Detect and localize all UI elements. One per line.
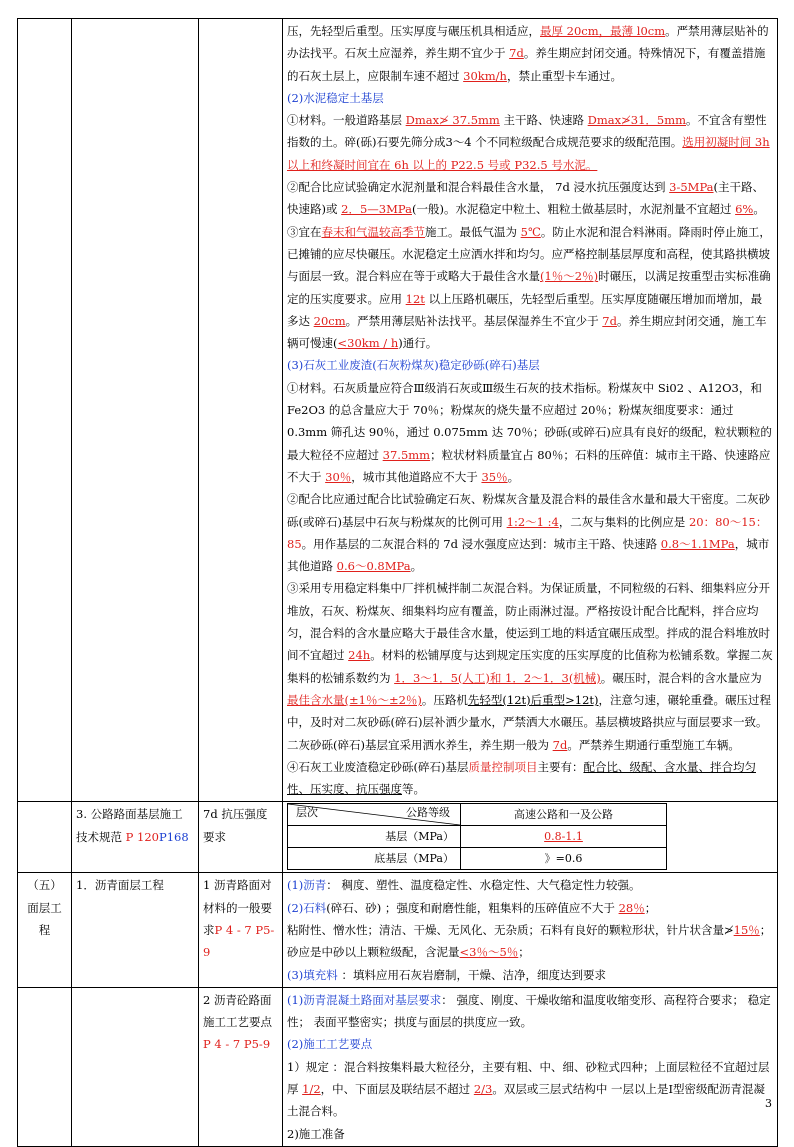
row-label: 底基层（MPa） <box>288 848 461 870</box>
cell-empty <box>199 19 283 802</box>
paragraph: ②配合比应试验确定水泥剂量和混合料最佳含水量， 7d 浸水抗压强度达到 3-5MPa(主干路、快速路)或 2．5—3MPa(一般)。水泥稳定中粒土、粗粒土做基层时，水泥剂量不宜超过 6%。 <box>287 180 765 217</box>
section-heading: (2)水泥稳定土基层 <box>287 90 384 105</box>
paragraph: (3)填充料 ：填料应用石灰岩磨制，干燥、洁净，细度达到要求 <box>287 967 606 982</box>
section-heading: (2)施工工艺要点 <box>287 1037 373 1052</box>
table-row <box>18 19 778 802</box>
header-grade-label: 公路等级 <box>406 806 450 820</box>
paragraph: 压，先轻型后重型。压实厚度与碾压机具相适应，最厚 20cm，最薄 l0cm。严禁用薄层贴补的办法找平。石灰土应湿养，养生期不宜少于 7d。养生期应封闭交通。特殊情况下，有覆盖措施的石灰土层上，应限制车速不超过 30km/h，禁止重型卡车通过。 <box>287 24 769 83</box>
content-cell <box>283 873 778 987</box>
paragraph: ④石灰工业废渣稳定砂砾(碎石)基层质量控制项目主要有：配合比、级配、含水量、拌合均匀性、压实度、抗压强度等。 <box>287 759 756 797</box>
paragraph: ②配合比应通过配合比试验确定石灰、粉煤灰含量及混合料的最佳含水量和最大干密度。二灰砂砾(或碎石)基层中石灰与粉煤灰的比例可用 1:2～1 :4，二灰与集料的比例应是 20：80～15：85。用作基层的二灰混合料的 7d 浸水强度应达到：城市主干路、快速路 0.8～1.1MPa，城市其他道路 0.6～0.8MPa。 <box>287 492 770 574</box>
row-value: 》=0.6 <box>461 848 667 870</box>
paragraph: ①材料。石灰质量应符合Ⅲ级消石灰或Ⅲ级生石灰的技术指标。粉煤灰中 Si02 、A12O3，和 Fe2O3 的总含量应大于 70％；粉煤灰的烧失量不应超过 20％；粉煤灰细度要求：通过 0.3mm 筛孔达 90％，通过 0.075mm 达 70％；砂砾(或碎石)应具有良好的级配，粒状颗粒的最大粒径不应超过 37.5mm；粒状材料质量宜占 80％；石料的压碎值：城市主干路、快速路应不大于 30％，城市其他道路应不大于 35％。 <box>287 380 772 484</box>
paragraph: 砂应是中砂以上颗粒级配，含泥量<3％～5％； <box>287 945 530 960</box>
topic-cell: 2 沥青砼路面施工工艺要点P 4 - 7 P5-9 <box>199 987 283 1146</box>
cell-empty <box>72 19 199 802</box>
diagonal-header-cell <box>288 804 461 826</box>
cell-empty <box>18 19 72 802</box>
section-cell: （五）面层工程 <box>18 873 72 987</box>
content-cell <box>283 19 778 802</box>
paragraph: ③采用专用稳定料集中厂拌机械拌制二灰混合料。为保证质量，不同粒级的石料、细集料应分开堆放，石灰、粉煤灰、细集料均应有覆盖，防止雨淋过湿。严格按设计配合比配料，拌合应均匀，混合料的含水量应略大于最佳含水量，使运到工地的料适宜碾压成型。拌成的混合料堆放时间不宜超过 24h。材料的松铺厚度与达到规定压实度的压实厚度的比值称为松铺系数。掌握二灰集料的松铺系数约为 1．3～1．5(人工)和 1．2～1．3(机械)。碾压时，混合料的含水量应为最佳含水量(±1％～±2％)。压路机先轻型(12t)后重型>12t)，注意匀速，碾轮重叠。碾压过程中，及时对二灰砂砾(碎石)层补洒少量水，严禁洒大水碾压。基层横坡路拱应与面层要求一致。二灰砂砾(碎石)基层宜采用洒水养生，养生期一般为 7d。严禁养生期通行重型施工车辆。 <box>287 581 773 752</box>
section-heading: (3)石灰工业废渣(石灰粉煤灰)稳定砂砾(碎石)基层 <box>287 358 540 373</box>
topic-cell: 1 沥青路面对材料的一般要求P 4 - 7 P5-9 <box>199 873 283 987</box>
content-table <box>17 18 778 1147</box>
paragraph: (1)沥青混凝土路面对基层要求： 强度、刚度、干燥收缩和温度收缩变形、高程符合要求； 稳定性； 表面平整密实；拱度与面层的拱度应一致。 <box>287 992 771 1030</box>
paragraph: 粘附性、憎水性；清洁、干燥、无风化、无杂质；石料有良好的颗粒形状，针片状含量≯15％； <box>287 922 772 937</box>
topic-cell: 7d 抗压强度要求 <box>199 802 283 873</box>
paragraph: (1)沥青： 稠度、塑性、温度稳定性、水稳定性、大气稳定性力较强。 <box>287 878 641 893</box>
paragraph: ③宜在春末和气温较高季节施工。最低气温为 5℃。防止水泥和混合料淋雨。降雨时停止施工，已摊铺的应尽快碾压。水泥稳定土应洒水拌和均匀。应严格控制基层厚度和高程，使其路拱横坡与面层一致。混合料应在等于或略大于最佳含水量(1％～2％)时碾压，以满足按重型击实标准确定的压实度要求。应用 12t 以上压路机碾压，先轻型后重型。压实厚度随碾压增加而增加，最多达 20cm。严禁用薄层贴补法找平。基层保湿养生不宜少于 7d。养生期应封闭交通，施工车辆可慢速(<30km / h)通行。 <box>287 224 771 351</box>
subsection-cell: 1．沥青面层工程 <box>72 873 199 987</box>
row-label: 基层（MPa） <box>288 826 461 848</box>
row-value: 0.8-1.1 <box>461 826 667 848</box>
paragraph: 1）规定 ：混合料按集料最大粒径分，主要有粗、中、细、砂粒式四种；上面层粒径不宜超过层厚 1/2，中、下面层及联结层不超过 2/3。双层或三层式结构中 一层以上是Ⅰ型密级配沥青混凝土混合料。 <box>287 1059 770 1119</box>
table-row <box>18 873 778 987</box>
header-layer-label: 层次 <box>296 806 318 820</box>
paragraph: ①材料。一般道路基层 Dmax≯ 37.5mm 主干路、快速路 Dmax≯31．5mm。不宜含有塑性指数的土。碎(砾)石要先筛分成3～4 个不同粒级配合成规范要求的级配范围。选用初凝时间 3h 以上和终凝时间宜在 6h 以上的 P22.5 号或 P32.5 号水泥。 <box>287 113 770 172</box>
strength-table <box>287 803 667 870</box>
spec-reference-cell: 3. 公路路面基层施工技术规范 P 120P168 <box>72 802 199 873</box>
cell-empty <box>18 802 72 873</box>
table-row <box>18 802 778 873</box>
content-cell <box>283 802 778 873</box>
paragraph: (2)石料(碎石、砂) ；强度和耐磨性能，粗集料的压碎值应不大于 28％； <box>287 900 657 915</box>
page-number: 3 <box>765 1097 772 1110</box>
header-column: 高速公路和一及公路 <box>461 804 667 826</box>
paragraph: 2)施工准备 <box>287 1126 345 1141</box>
